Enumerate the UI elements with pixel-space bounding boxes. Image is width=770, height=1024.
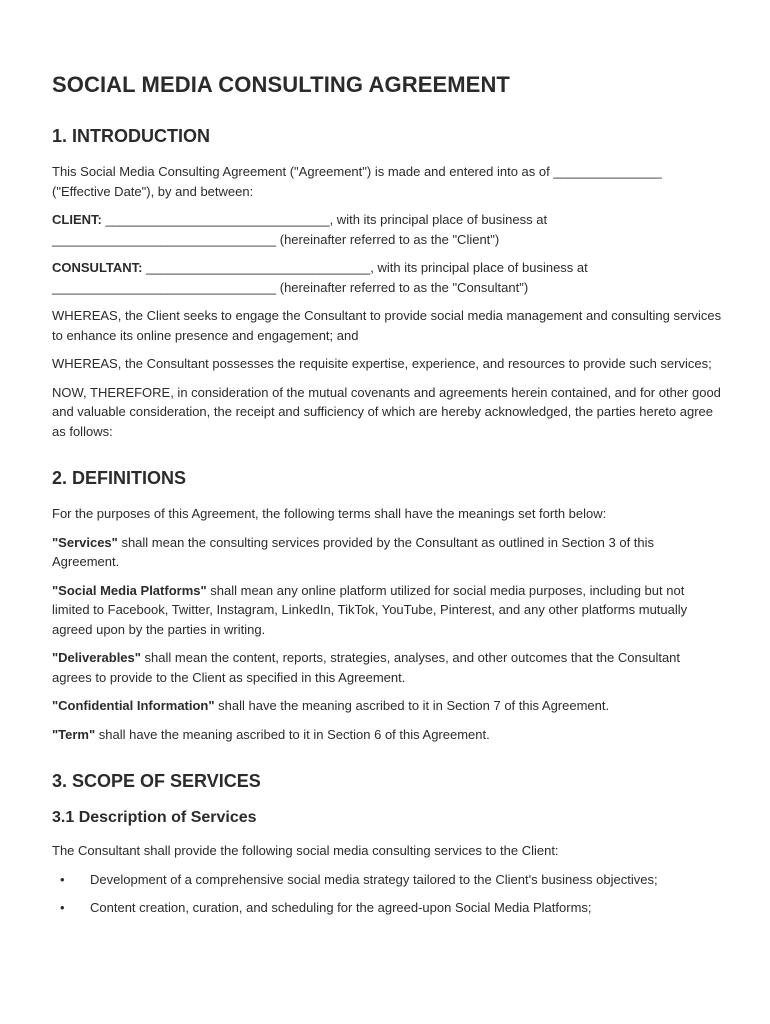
definition-item <box>52 648 722 687</box>
section-heading-scope: 3. SCOPE OF SERVICES <box>52 771 261 791</box>
definition-item <box>52 725 722 745</box>
section-heading-definitions: 2. DEFINITIONS <box>52 468 187 488</box>
now-therefore-paragraph: NOW, THEREFORE, in consideration of the mutual covenants and agreements herein contained, and for other good and valuable consideration, the receipt and sufficiency of which are hereby acknowledged, the parties hereto agree as follows: <box>52 384 721 439</box>
list-item-text: Development of a comprehensive social media strategy tailored to the Client's business objectives; <box>90 871 658 887</box>
list-item <box>52 898 722 918</box>
client-label: CLIENT: <box>52 212 102 227</box>
definition-term: "Services" <box>52 534 118 550</box>
services-list <box>52 870 722 918</box>
bullet-icon: • <box>60 871 65 887</box>
definition-text: shall mean the content, reports, strategies, analyses, and other outcomes that the Consultant agrees to provide to the Client as specified in this Agreement. <box>52 650 681 685</box>
section-scope-of-services <box>52 769 722 918</box>
whereas-paragraph-2: WHEREAS, the Consultant possesses the requisite expertise, experience, and resources to provide such services; <box>52 356 712 371</box>
intro-paragraph: This Social Media Consulting Agreement ("Agreement") is made and entered into as of _______________ ("Effective Date"), by and between: <box>52 164 662 199</box>
definition-term: "Term" <box>52 726 96 742</box>
definition-item <box>52 533 722 572</box>
definition-term: "Deliverables" <box>52 650 141 665</box>
definitions-lead: For the purposes of this Agreement, the following terms shall have the meanings set forth below: <box>52 506 607 521</box>
list-item-text: Content creation, curation, and scheduling for the agreed-upon Social Media Platforms; <box>90 900 592 915</box>
section-heading-introduction: 1. INTRODUCTION <box>52 126 211 146</box>
definition-item <box>52 696 722 716</box>
whereas-paragraph-1: WHEREAS, the Client seeks to engage the Consultant to provide social media management and consulting services to enhance its online presence and engagement; and <box>52 308 722 343</box>
definition-item <box>52 581 722 640</box>
client-paragraph <box>52 210 722 249</box>
definition-text: shall have the meaning ascribed to it in Section 7 of this Agreement. <box>214 698 610 713</box>
definition-text: shall have the meaning ascribed to it in Section 6 of this Agreement. <box>95 726 490 742</box>
definition-term: "Confidential Information" <box>52 698 215 713</box>
document-title: SOCIAL MEDIA CONSULTING AGREEMENT <box>52 72 510 97</box>
document-page <box>52 70 722 927</box>
definition-term: "Social Media Platforms" <box>52 582 207 598</box>
definition-text: shall mean the consulting services provided by the Consultant as outlined in Section 3 of this Agreement. <box>52 534 655 569</box>
section-introduction <box>52 124 722 441</box>
consultant-label: CONSULTANT: <box>52 260 143 275</box>
consultant-text: _______________________________, with its principal place of business at _______________________________ (hereinafter referred to as the "Consultant") <box>52 260 588 295</box>
bullet-icon: • <box>60 900 65 915</box>
section-definitions <box>52 466 722 744</box>
subsection-heading-description: 3.1 Description of Services <box>52 809 257 826</box>
list-item <box>52 870 722 890</box>
definition-text: shall mean any online platform utilized for social media purposes, including but not limited to Facebook, Twitter, Instagram, LinkedIn, TikTok, YouTube, Pinterest, and any other platforms mutually agreed upon by the parties in writing. <box>52 582 688 637</box>
client-text: _______________________________, with its principal place of business at _______________________________ (hereinafter referred to as the "Client") <box>52 212 548 247</box>
scope-lead: The Consultant shall provide the following social media consulting services to the Client: <box>52 843 559 858</box>
consultant-paragraph <box>52 258 722 297</box>
